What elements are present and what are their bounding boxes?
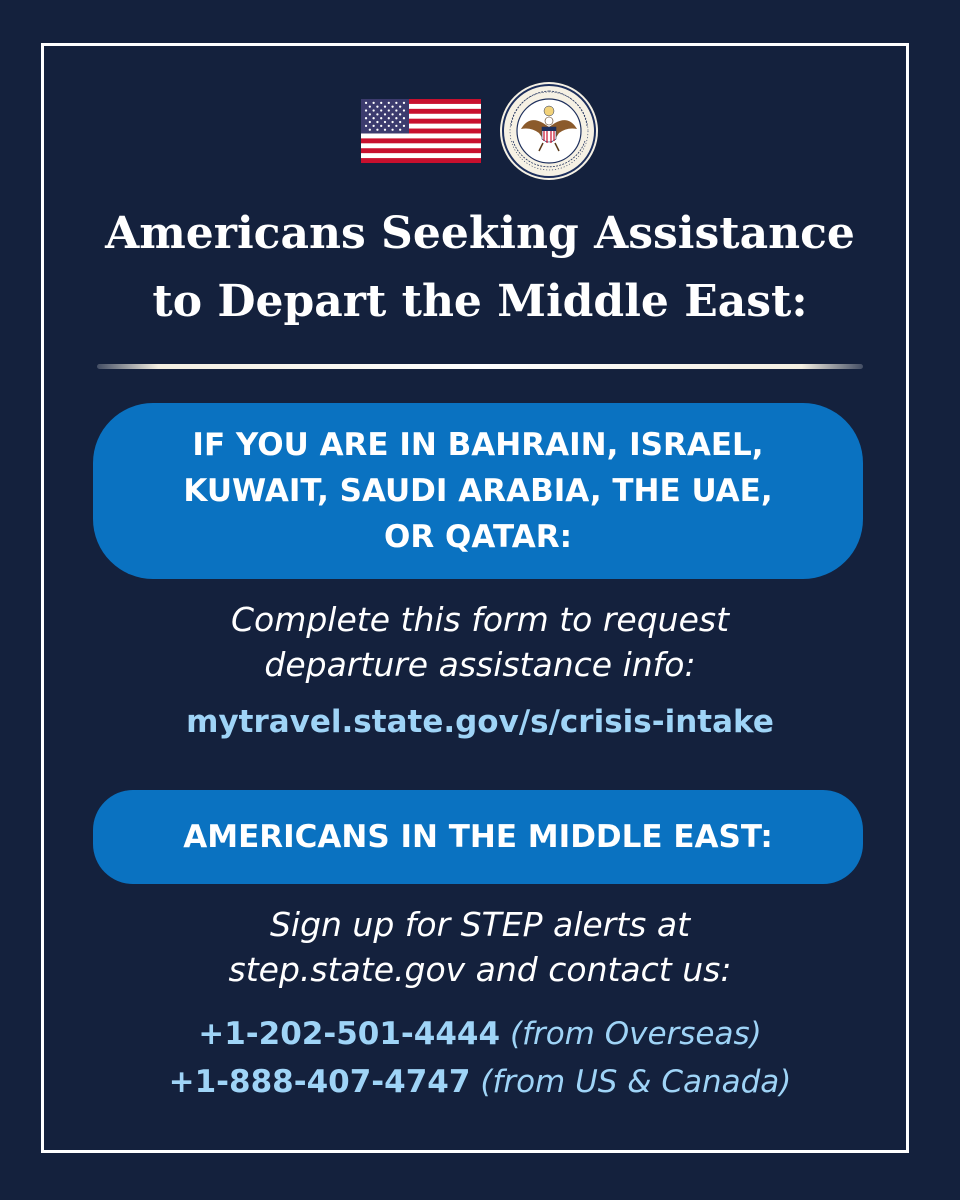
phone-note-overseas: (from Overseas): [509, 1016, 762, 1052]
crisis-intake-link[interactable]: mytravel.state.gov/s/crisis-intake: [186, 704, 774, 740]
logo-row: [0, 93, 960, 169]
section1-heading-line-1: IF YOU ARE IN BAHRAIN, ISRAEL,: [192, 427, 764, 463]
phone-number-us-canada[interactable]: +1-888-407-4747: [168, 1064, 471, 1100]
title-line-1: Americans Seeking Assistance: [105, 208, 855, 259]
phone-line-us-canada: [0, 1060, 960, 1104]
section2-body-line-2: step.state.gov and contact us:: [228, 950, 732, 989]
phone-note-us-canada: (from US & Canada): [480, 1064, 792, 1100]
section1-heading-pill: [93, 403, 863, 579]
section2-heading: AMERICANS IN THE MIDDLE EAST:: [183, 819, 773, 855]
section1-body-line-1: Complete this form to request: [230, 600, 730, 639]
section2-body: [0, 902, 960, 992]
title-line-2: to Depart the Middle East:: [152, 276, 808, 327]
section1-heading-line-2: KUWAIT, SAUDI ARABIA, THE UAE,: [183, 473, 773, 509]
section1-heading-line-3: OR QATAR:: [384, 519, 572, 555]
section1-body-line-2: departure assistance info:: [264, 645, 696, 684]
page-title: [0, 200, 960, 336]
us-flag-icon: [361, 99, 481, 163]
section2-heading-pill: [93, 790, 863, 884]
phone-line-overseas: [0, 1012, 960, 1056]
title-divider: [97, 364, 863, 369]
section1-body: [0, 597, 960, 687]
phone-number-overseas[interactable]: +1-202-501-4444: [198, 1016, 501, 1052]
section2-body-line-1: Sign up for STEP alerts at: [269, 905, 691, 944]
department-of-state-seal-icon: [499, 81, 599, 181]
